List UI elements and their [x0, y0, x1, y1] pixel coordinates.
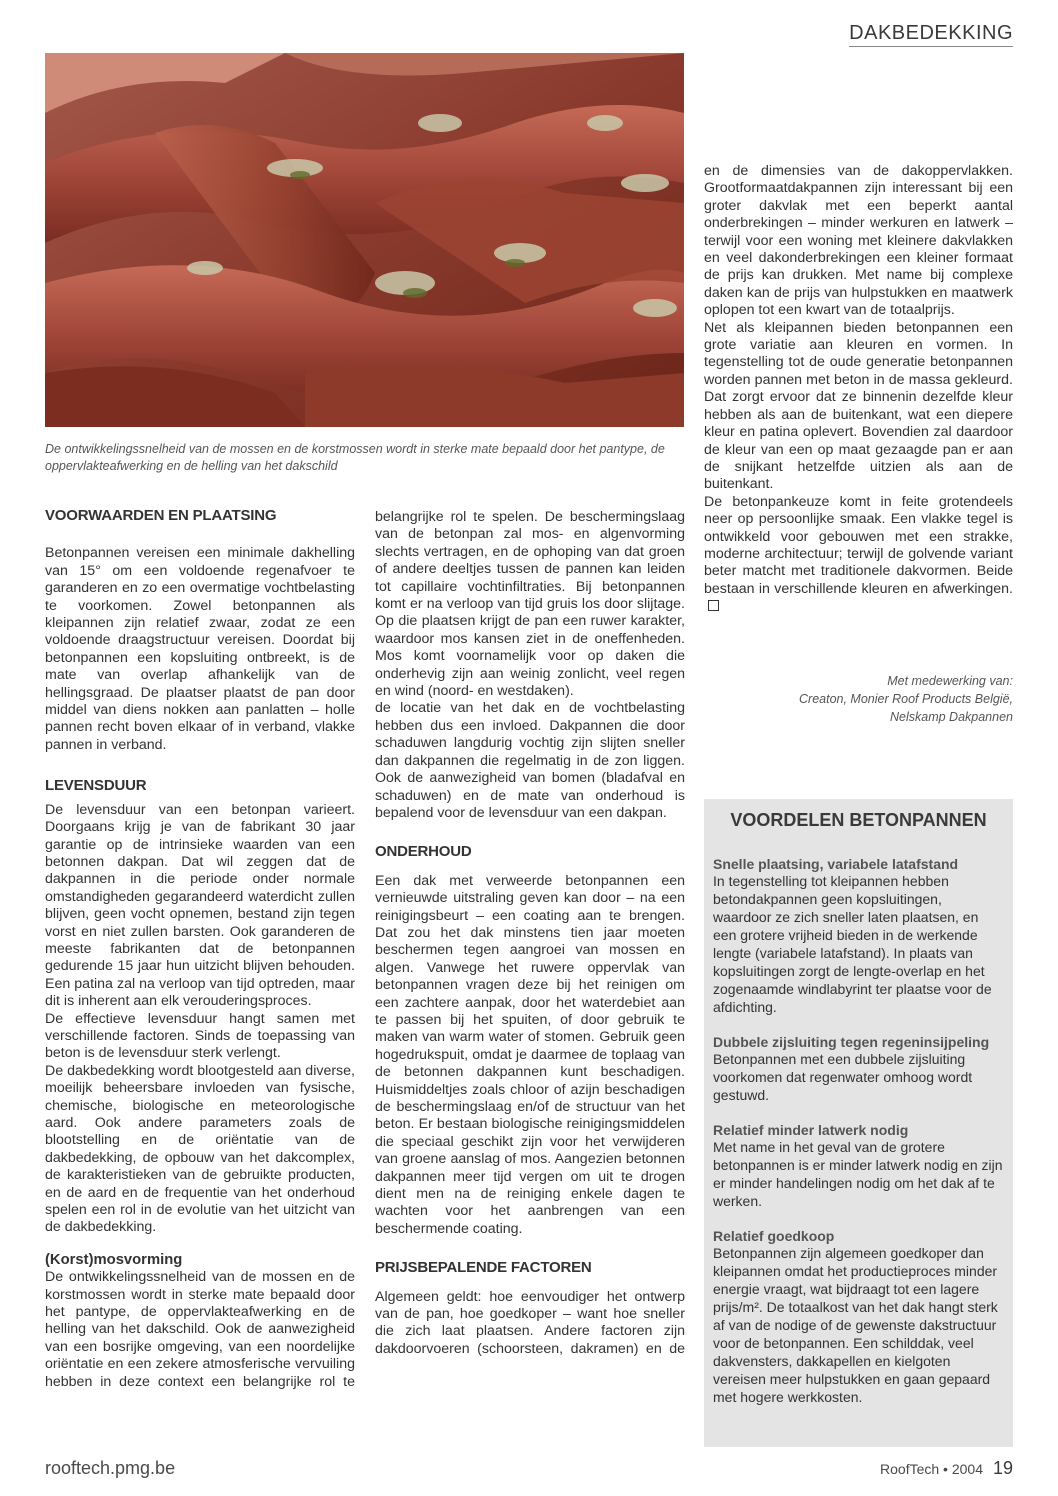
sidebar-item-heading: Snelle plaatsing, variabele latafstand — [713, 856, 959, 872]
sidebar-title: VOORDELEN BETONPANNEN — [730, 810, 987, 830]
sidebar-item-text: In tegenstelling tot kleipannen hebben betondakpannen geen kopsluitingen, waardoor ze zich sneller laten plaatsen, en een grotere vrijheid bieden in de werkende lengte (variabele latafstand). In plaats van kopsluitingen zorgt de lengte-overlap en het zogenaamde windlabyrint ter plaatse voor de afdichting. — [713, 873, 992, 1015]
sidebar-item-text: Met name in het geval van de grotere betonpannen is er minder latwerk nodig en zijn er minder handelingen nodig om het dak af te werken. — [713, 1139, 1003, 1209]
paragraph-levensduur-3: De dakbedekking wordt blootgesteld aan diverse, moeilijk beheersbare invloeden van fysische, chemische, biologische en meteorologische aard. Ook andere parameters zoals de blootstelling en de oriëntatie van de dakbedekking, de opbouw van het dakcomplex, de karakteristieken van de gebruikte producten, en de aard en de frequentie van het onderhoud spelen een rol in de evolutie van het uitzicht van de dakbedekking. — [45, 1062, 355, 1236]
roof-tiles-image — [45, 53, 684, 427]
sidebar-item — [713, 1122, 1004, 1210]
photo-caption: De ontwikkelingssnelheid van de mossen en de korstmossen wordt in sterke mate bepaald door het pantype, de oppervlakteafwerking en de helling van het dakschild — [45, 442, 665, 473]
credit-line-3: Nelskamp Dakpannen — [890, 710, 1013, 724]
article-column-2 — [375, 509, 685, 1359]
credits — [799, 672, 1013, 726]
credit-line-2: Creaton, Monier Roof Products België, — [799, 692, 1013, 706]
heading-prijs: PRIJSBEPALENDE FACTOREN — [375, 1259, 592, 1277]
sidebar-item — [713, 1228, 1004, 1406]
end-mark-icon — [708, 600, 719, 611]
paragraph-korstmos-cont: belangrijke rol te spelen. De beschermingslaag van de betonpan zal mos- en algenvorming slechts vertragen, en de ophoping van dat groen of andere deeltjes tussen de pannen kan leiden tot capillaire vochtinfiltraties. Bij betonpannen komt er na verloop van tijd gruis los door slijtage. Op die plaatsen krijgt de pan een ruwer karakter, waardoor mos kansen ziet in de oneffenheden. Mos komt voornamelijk voor op daken die onderhevig zijn aan weinig zonlicht, veel regen en wind (noord- en westdaken). — [375, 509, 685, 700]
sidebar-item-text: Betonpannen met een dubbele zijsluiting voorkomen dat regenwater omhoog wordt gestuwd. — [713, 1051, 973, 1103]
paragraph-onderhoud: Een dak met verweerde betonpannen een vernieuwde uitstraling geven kan door – na een reinigingsbeurt – een coating aan te brengen. Dat zou het dak minstens tien jaar moeten beschermen tegen aangroei van mossen en algen. Vanwege het ruwere oppervlak van betonpannen vragen deze bij het reinigen om een zachtere aanpak, door het waterdebiet aan te passen bij het spuiten, of door gebruik te maken van warm water of stomen. Gebruik geen hogedrukspuit, omdat je daarmee de toplaag van de betonnen dakpannen kunt beschadigen. Huismiddeltjes zoals chloor of azijn beschadigen de beschermingslaag en/of de structuur van het beton. Er bestaan biologische reinigingsmiddelen die speciaal geschikt zijn voor het verwijderen van groene aanslag of mos. Aangezien betonnen dakpannen meer tijd vergen om uit te drogen dient men na de reiniging enkele dagen te wachten voor het aanbrengen van een beschermende coating. — [375, 872, 685, 1237]
credit-line-1: Met medewerking van: — [887, 674, 1013, 688]
paragraph-prijs-1: Algemeen geldt: hoe eenvoudiger het ontwerp van de pan, hoe goedkoper – want hoe sneller die zich laat plaatsen. Andere factoren zijn dakdoorvoeren (schoorsteen, dakramen) en de — [375, 1288, 685, 1357]
sidebar-item-text: Betonpannen zijn algemeen goedkoper dan kleipannen omdat het productieproces minder energie vraagt, wat bijdraagt tot een lagere prijs/m². De totaalkost van het dak hangt sterk af van de nodige of de gewenste dakstructuur voor de betonpannen. Een schilddak, veel dakvensters, dakkapellen en kielgoten vereisen meer hulpstukken en gaan gepaard met hogere werkkosten. — [713, 1245, 998, 1405]
footer-magazine: RoofTech • 2004 — [880, 1461, 983, 1477]
article-column-1 — [45, 507, 355, 1391]
paragraph-levensduur-1: De levensduur van een betonpan varieert. Doorgaans krijg je van de fabrikant 30 jaar garantie op de intrinsieke waarden van een betonnen dakpan. Dat wil zeggen dat de dakpannen in die periode onder normale omstandigheden gegarandeerd waterdicht zullen blijven, geen vocht opnemen, bestand zijn tegen vorst en niet zullen barsten. Ook garanderen de meeste fabrikanten dat de betonpannen gedurende 15 jaar hun uitzicht blijven behouden. Een patina zal na verloop van tijd optreden, maar dit is inherent aan elk verouderingsproces. — [45, 801, 355, 1010]
sidebar-item-heading: Dubbele zijsluiting tegen regeninsijpeling — [713, 1034, 990, 1050]
paragraph-prijs-3: De betonpankeuze komt in feite grotendeels neer op persoonlijke smaak. Een vlakke tegel is ontwikkeld voor gebouwen met een strakke, moderne architectuur; terwijl de golvende variant beter matcht met traditionele dakvormen. Beide bestaan in verschillende kleuren en afwerkingen. — [704, 494, 1013, 616]
page-number: 19 — [992, 1458, 1013, 1478]
heading-onderhoud: ONDERHOUD — [375, 843, 472, 861]
roof-tiles-photo — [45, 53, 684, 427]
paragraph-korstmos: De ontwikkelingssnelheid van de mossen en de korstmossen wordt in sterke mate bepaald door het pantype, de oppervlakteafwerking en de helling van het dakschild. Ook de aanwezigheid van een bosrijke omgeving, van een noordelijke oriëntatie en een zekere atmosferische vervuiling hebben in deze context een belangrijke rol te — [45, 1269, 355, 1390]
heading-korstmos: (Korst)mosvorming — [45, 1251, 183, 1268]
paragraph-locatie: de locatie van het dak en de vochtbelasting hebben dus een invloed. Dakpannen die door schaduwen langdurig vochtig zijn slijten sneller dan dakpannen die regelmatig in de zon liggen. Ook de aanwezigheid van bomen (bladafval en schaduwen) en de mate van onderhoud is bepalend voor de levensduur van een dakpan. — [375, 700, 685, 821]
heading-voorwaarden: VOORWAARDEN EN PLAATSING — [45, 507, 277, 524]
paragraph-voorwaarden: Betonpannen vereisen een minimale dakhelling van 15° om een voldoende regenafvoer te garanderen en zo een overmatige vochtbelasting te voorkomen. Zowel betonpannen als kleipannen zijn relatief zwaar, zodat ze een voldoende draagstructuur vereisen. Doordat bij betonpannen een kopsluiting ontbreekt, is de mate van overlap afhankelijk van de hellingsgraad. De plaatser plaatst de pan door middel van diens nokken aan panlatten – holle pannen recht boven elkaar of in verband, vlakke pannen in verband. — [45, 545, 355, 753]
section-tag: DAKBEDEKKING — [849, 22, 1013, 47]
paragraph-levensduur-2: De effectieve levensduur hangt samen met verschillende factoren. Sinds de toepassing van beton is de levensduur sterk verlengt. — [45, 1010, 355, 1062]
paragraph-prijs-1-cont: en de dimensies van de dakoppervlakken. Grootformaatdakpannen zijn interessant bij een groter dakvlak met een beperkt aantal onderbrekingen – minder werkuren en latwerk – terwijl voor een woning met kleinere dakvlakken en veel dakonderbrekingen een kleiner formaat de prijs kan drukken. Met name bij complexe daken kan de prijs van hulpstukken en maatwerk oplopen tot een kwart van de totaalprijs. — [704, 163, 1013, 319]
sidebar-item-heading: Relatief minder latwerk nodig — [713, 1122, 909, 1138]
sidebar-item — [713, 856, 1004, 1016]
sidebar-box — [704, 799, 1013, 1447]
article-column-3 — [704, 163, 1013, 616]
paragraph-prijs-2: Net als kleipannen bieden betonpannen een grote variatie aan kleuren en vormen. In tegenstelling tot de oude generatie betonpannen worden pannen met beton in de massa gekleurd. Dat zorgt ervoor dat ze binnenin dezelfde kleur hebben als aan de buitenkant, wat een diepere kleur en patina oplevert. Bovendien zal daardoor de kleur van een op maat gezaagde pan er aan de snijkant hetzelfde uitzien als aan de buitenkant. — [704, 319, 1013, 493]
heading-levensduur: LEVENSDUUR — [45, 777, 147, 795]
sidebar-item-heading: Relatief goedkoop — [713, 1228, 835, 1244]
footer-website-link[interactable]: rooftech.pmg.be — [45, 1458, 176, 1478]
sidebar-item — [713, 1034, 1004, 1104]
